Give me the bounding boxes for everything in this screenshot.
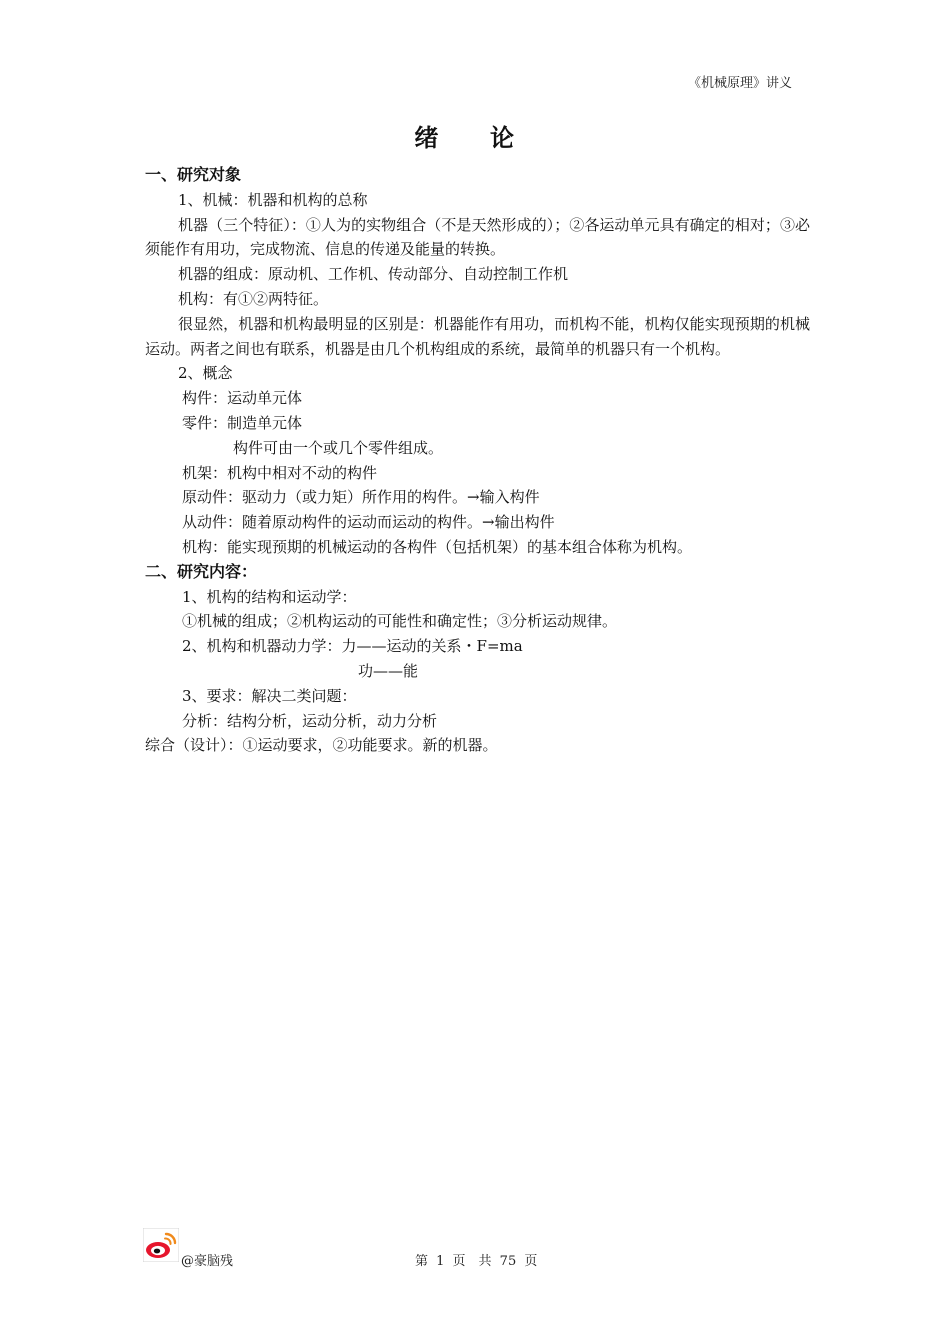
item-dynamics: 2、机构和机器动力学：力——运动的关系・F=ma <box>182 637 523 656</box>
item-analysis: 分析：结构分析，运动分析，动力分析 <box>182 711 438 730</box>
document-body <box>145 163 810 758</box>
item-machinery: 1、机械：机器和机构的总称 <box>178 190 368 209</box>
definition-component: 构件：运动单元体 <box>182 389 303 408</box>
section-heading-research-object: 一、研究对象 <box>145 165 242 184</box>
page-number: 第 1 页 共 75 页 <box>415 1254 538 1269</box>
weibo-logo-icon <box>143 1228 179 1262</box>
item-requirements: 3、要求：解决二类问题： <box>182 686 357 705</box>
item-synthesis: 综合（设计）：①运动要求，②功能要求。新的机器。 <box>145 736 498 755</box>
item-machine-composition: 机器的组成：原动机、工作机、传动部分、自动控制工作机 <box>178 265 569 284</box>
item-mechanism-features: 机构：有①②两特征。 <box>178 289 329 308</box>
definition-frame: 机架：机构中相对不动的构件 <box>182 463 378 482</box>
running-header: 《机械原理》讲义 <box>687 76 792 91</box>
item-structure-kinematics-detail: ①机械的组成；②机构运动的可能性和确定性；③分析运动规律。 <box>182 612 618 631</box>
paragraph-machine-features: 机器（三个特征）：①人为的实物组合（不是天然形成的）；②各运动单元具有确定的相对；③必须能作有用功，完成物流、信息的传递及能量的转换。 <box>145 215 810 259</box>
item-dynamics-continuation: 功——能 <box>358 661 419 680</box>
definition-follower: 从动件：随着原动构件的运动而运动的构件。→输出构件 <box>182 513 555 532</box>
definition-driver: 原动件：驱动力（或力矩）所作用的构件。→输入构件 <box>182 488 540 507</box>
definition-part-note: 构件可由一个或几个零件组成。 <box>233 438 444 457</box>
definition-mechanism: 机构：能实现预期的机械运动的各构件（包括机架）的基本组合体称为机构。 <box>182 537 693 556</box>
watermark-handle: @豪脑残 <box>181 1254 234 1269</box>
paragraph-machine-vs-mechanism: 很显然，机器和机构最明显的区别是：机器能作有用功，而机构不能，机构仅能实现预期的机械运动。两者之间也有联系，机器是由几个机构组成的系统，最简单的机器只有一个机构。 <box>145 314 810 358</box>
item-concepts: 2、概念 <box>178 364 233 383</box>
page-title: 绪 论 <box>414 124 536 152</box>
item-structure-kinematics: 1、机构的结构和运动学： <box>182 587 357 606</box>
definition-part: 零件：制造单元体 <box>182 413 303 432</box>
section-heading-research-content: 二、研究内容： <box>145 561 258 581</box>
